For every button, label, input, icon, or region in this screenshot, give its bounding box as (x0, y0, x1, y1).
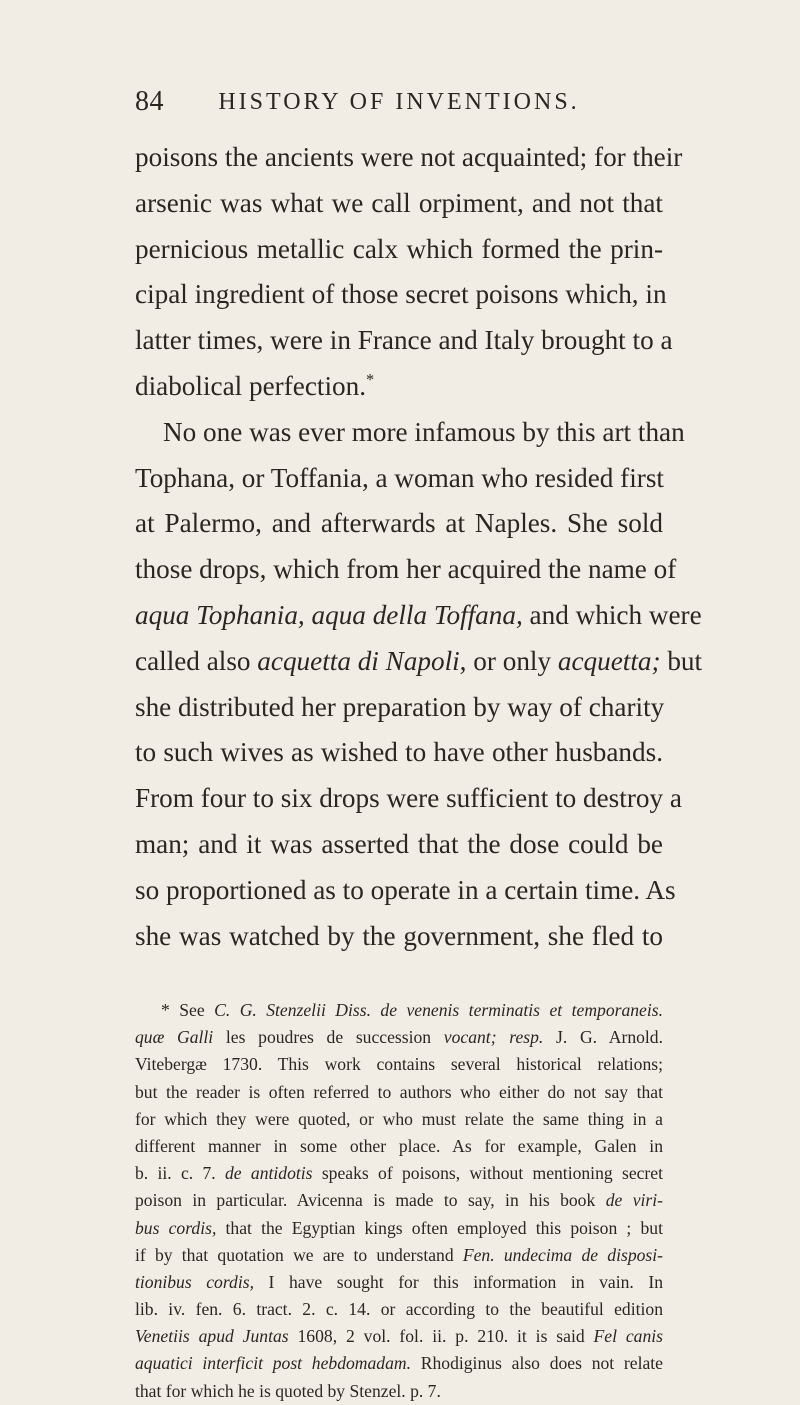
body-line: pernicious metallic calx which formed the prin- (135, 233, 663, 264)
body-line: poisons the ancients were not acquainted; for their (135, 142, 683, 172)
body-line: those drops, which from her acquired the name of (135, 554, 677, 585)
footnote-line (135, 1350, 663, 1377)
body-line: so proportioned as to operate in a certain time. As (135, 874, 676, 905)
footnote-reference: * (366, 369, 375, 389)
body-line: at Palermo, and afterwards at Naples. She sold (135, 508, 663, 539)
body-text-span: but (667, 645, 703, 676)
footnote-text-span: J. G. Arnold. (556, 1027, 664, 1048)
italic-citation: C. G. Stenzelii Diss. de venenis terminatis et temporaneis. (214, 1000, 663, 1020)
footnote-line (135, 1024, 663, 1051)
body-line: arsenic was what we call orpiment, and not that (135, 187, 663, 218)
footnote (135, 997, 663, 1405)
body-line: she was watched by the government, she fled to (135, 920, 663, 951)
footnote-text-span: I have sought for this information in vain. In (268, 1271, 663, 1292)
body-text-span: called also (135, 645, 251, 676)
footnote-text-span: les poudres de succession (225, 1027, 432, 1048)
body-text-span: or only (473, 645, 552, 676)
footnote-line: but the reader is often referred to authors who either do not say that (135, 1081, 663, 1102)
italic-citation: aquatici interficit post hebdomadam. (135, 1353, 411, 1374)
italic-citation: vocant; resp. (443, 1027, 544, 1048)
footnote-text-span: poison in particular. Avicenna is made to say, in his book (135, 1190, 596, 1211)
footnote-text-span: if by that quotation we are to understand (135, 1244, 454, 1265)
italic-term: acquetta di Napoli, (257, 645, 467, 676)
footnote-line: for which they were quoted, or who must relate the same thing in a (135, 1108, 663, 1129)
italic-term: aqua della Toffana, (311, 599, 523, 630)
footnote-line (135, 1242, 663, 1269)
body-line: Tophana, or Toffania, a woman who resided first (135, 462, 664, 493)
italic-term: aqua Tophania, (135, 599, 305, 630)
footnote-line (135, 1215, 663, 1242)
footnote-line: lib. iv. fen. 6. tract. 2. c. 14. or according to the beautiful edition (135, 1299, 663, 1320)
body-line (135, 639, 703, 685)
body-line (135, 364, 663, 410)
page-header (135, 82, 663, 122)
italic-citation: quæ Galli (135, 1027, 214, 1048)
footnote-text-span: See (179, 1000, 205, 1020)
body-text-span: diabolical perfection. (135, 370, 366, 401)
italic-citation: Fel canis (593, 1326, 663, 1347)
footnote-line: different manner in some other place. As for example, Galen in (135, 1135, 663, 1156)
italic-citation: de antidotis (225, 1163, 313, 1184)
footnote-line (135, 1269, 663, 1296)
footnote-line: Vitebergæ 1730. This work contains several historical relations; (135, 1054, 663, 1075)
italic-citation: Fen. undecima de disposi- (462, 1244, 664, 1265)
body-text (135, 135, 703, 959)
page-number: 84 (135, 86, 164, 117)
footnote-text-span: 1608, 2 vol. fol. ii. p. 210. it is said (297, 1326, 585, 1347)
footnote-line: that for which he is quoted by Stenzel. p. 7. (135, 1380, 441, 1401)
footnote-line (135, 1187, 663, 1214)
body-text-span: and which were (529, 599, 702, 630)
body-line: to such wives as wished to have other husbands. (135, 737, 663, 768)
footnote-text-span: that the Egyptian kings often employed this poison ; but (225, 1217, 663, 1238)
footnote-text-span: Rhodiginus also does not relate (420, 1353, 663, 1374)
paragraph-start-line: No one was ever more infamous by this art than (163, 416, 685, 447)
italic-citation: bus cordis, (135, 1217, 217, 1238)
body-line: she distributed her preparation by way of charity (135, 691, 665, 722)
body-line: From four to six drops were sufficient to destroy a (135, 783, 682, 814)
footnote-line (135, 997, 663, 1024)
footnote-line (135, 1323, 663, 1350)
body-line: man; and it was asserted that the dose could be (135, 828, 663, 859)
italic-citation: Venetiis apud Juntas (135, 1326, 289, 1347)
italic-term: acquetta; (557, 645, 661, 676)
running-head: HISTORY OF INVENTIONS. (218, 89, 580, 115)
footnote-line (135, 1160, 663, 1187)
body-line: latter times, were in France and Italy brought to a (135, 325, 673, 356)
italic-citation: tionibus cordis, (135, 1271, 254, 1292)
italic-citation: de viri- (605, 1190, 664, 1211)
footnote-text-span: b. ii. c. 7. (135, 1163, 216, 1184)
footnote-mark: * (161, 1000, 170, 1020)
footnote-text-span: speaks of poisons, without mentioning secret (321, 1163, 663, 1184)
body-line (135, 593, 702, 639)
body-line: cipal ingredient of those secret poisons which, in (135, 279, 667, 310)
